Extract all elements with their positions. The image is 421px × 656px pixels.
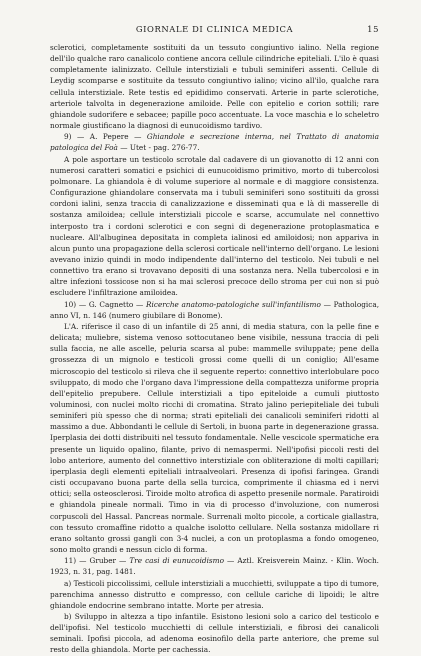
reference-title: Tre casi di eunucoidismo (129, 556, 224, 566)
reference-entry (50, 555, 379, 577)
case-paragraph: b) Sviluppo in altezza a tipo infantile. Esistono lesioni solo a carico del testicolo e dell'ipofisi. Nel testicolo mucchietti di cellule interstiziali, e fibrosi dei canalicoli seminali. Ipofisi piccola, ad adenoma eosinofilo della parte anteriore, che preme sul resto della ghiandola. Morte per cachessia. (50, 611, 379, 655)
reference-title: Ricerche anatomo-patologiche sull'infantilismo (146, 299, 321, 309)
paragraph: L'A. riferisce il caso di un infantile di 25 anni, di media statura, con la pelle fine e delicata; muliebre, sistema venoso sottocutaneo bene visibile, nessuna traccia di peli sulla faccia, ne alle ascelle, peluria scarsa al pube: mammelle sviluppate; pene della grossezza di un mignolo e testicoli grossi come quelli di un coniglio; All'esame microscopio del testicolo si rileva che il seguente reperto: connettivo interlobulare poco sviluppato, di modo che l'organo dava l'impressione della compattezza uniforme propria dell'epitelio prepubere. Cellule interstiziali a tipo epiteloide a cumuli piuttosto voluminosi, con nuclei molto ricchi di cromatina. Strato jalino periepiteliale dei tubuli seminiferi più spesso che di norma; strati epiteliali dei canalicoli seminiferi ridotti al massimo a due. Abbondanti le cellule di Sertoli, in buona parte in degenerazione grassa. Iperplasia dei dotti distribuiti nel tessuto fondamentale. Nelle vescicole spermatiche era presente un liquido opalino, filante, privo di nemaspermi. Nell'ipofisi piccoli resti del lobo anteriore, aumento del connettivo interstiziale con obliterazione di molti capillari; iperplasia degli elementi epiteliali intraalveolari. Presenza di ipofisi faringea. Grandi cisti occupavano buona parte della sella turcica, comprimente il chiasma ed i nervi ottici; sella osteosclerosi. Tiroide molto atrofica di aspetto presenile normale. Paratiroidi e ghiandola pineale normali. Timo in via di processo d'involuzione, con numerosi corpuscoli del Hassal. Pancreas normale. Surrenali molto piccole, a corticale giallastra, con tessuto cromaffine ridotto a qualche isolotto cellulare. Nella sostanza midollare ri erano soltanto grossi gangli con 3-4 nuclei, a con un protoplasma a fondo omogeneo, sono molto grandi e nessun ciclo di forma. (50, 321, 379, 555)
article-body (50, 42, 379, 656)
reference-number: 9) — A. Pepere — (64, 132, 147, 142)
reference-source: — Aztl. Kreisverein Mainz. - Klin. Woch. 1923, n. 31, pag. 1481. (50, 556, 379, 577)
reference-source: — Pathologica, anno VI, n. 146 (numero giubilare di Bonome). (50, 299, 380, 320)
reference-entry (50, 299, 379, 321)
reference-number: 11) — Gruber — (64, 556, 130, 566)
paragraph: A pole asportare un testicolo scrotale dal cadavere di un giovanotto di 12 anni con numerosi caratteri somatici e psichici di eunucoidismo primitivo, morto di tubercolosi polmonare. La ghiandola è di volume superiore al normale e di maggiore consistenza. Configurazione ghiandolare conservata ma i tubuli seminiferi sono sostituiti da grossi cordoni ialini, senza traccia di canalizzazione e disseminati qua e là di masserelle di sostanza amiloidea; cellule interstiziali piccole e scarse, accumulate nel connettivo interposto tra i cordoni sclerotici e con segni di degenerazione protoplasmatica e nucleare. All'albuginea depositata in completa ialinosi ed amiloidosi; non appariva in alcun punto una propagazione della sclerosi corticale nell'interno dell'organo. Le lesioni avevano inizio quindi in modo indipendente dall'interno del testicolo. Nei tubuli e nel connettivo tra erano si trovavano depositi di una sostanza nera. Nella tubercolosi e in altre infezioni tossicose non si ha mai sclerosi precoce dello stroma per cui non si può escludere l'infiltrazione amiloidea. (50, 154, 379, 298)
reference-entry (50, 131, 379, 153)
reference-number: 10) — G. Cagnetto — (64, 299, 147, 309)
running-header (50, 24, 379, 36)
case-paragraph: a) Testicoli piccolissimi, cellule interstiziali a mucchietti, sviluppate a tipo di tumore, parenchima annesso distrutto e compresso, con cellule cariche di lipoidi; le altre ghiandole endocrine sembrano intatte. Morte per atresia. (50, 578, 379, 610)
page-number: 15 (367, 24, 379, 34)
journal-title: GIORNALE DI CLINICA MEDICA (135, 24, 294, 34)
reference-source: — Utet - pag. 276-77. (117, 143, 200, 153)
paragraph: sclerotici, completamente sostituiti da un tessuto congiuntivo ialino. Nella regione dell'ilo qualche raro canalicolo contiene ancora cellule cilindriche epiteliali. L'ilo è quasi completamente ialinizzato. Cellule interstiziali e tubuli seminiferi assenti. Cellule di Leydig scomparse e sostituite da tessuto congiuntivo ialino; vicino all'ilo, qualche rara cellula interstiziale. Rete testis ed epididimo conservati. Arterie in parte sclerotiche, arteriole talvolta in degenerazione amiloide. Pelle con epitelio e corion sottili; rare ghiandole sudorifere e sebacee; papille poco accentuate. La voce maschia e lo scheletro normale giustificano la diagnosi di eunucoidismo tardivo. (50, 43, 379, 131)
reference-title: Ghiandole e secrezione interna, nel Trattato di anatomia patologica del Foà (50, 132, 379, 153)
